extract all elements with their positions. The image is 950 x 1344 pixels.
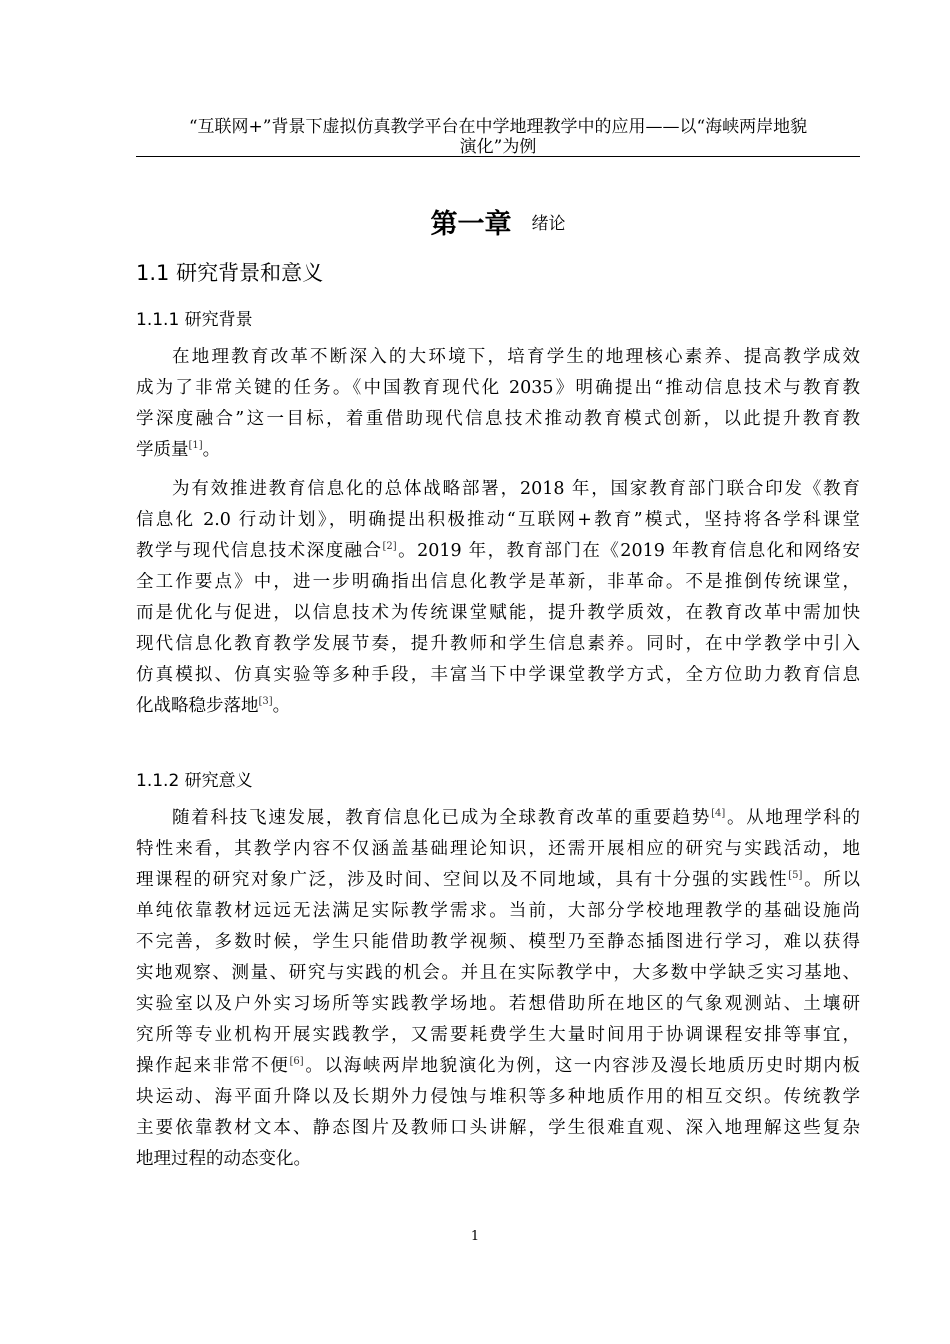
text-run: 。以海峡两岸地貌演化为例，这一内容涉及漫长地质历史时期内板 — [303, 1056, 861, 1076]
running-header-line-1: “互联网+”背景下虚拟仿真教学平台在中学地理教学中的应用——以“海峡两岸地貌 — [188, 117, 808, 137]
chapter-name: 绪论 — [531, 214, 566, 234]
chapter-heading — [136, 202, 860, 241]
text-line: 特性来看，其教学内容不仅涵盖基础理论知识，还需开展相应的研究与实践活动，地 — [136, 839, 860, 859]
citation-4: [4] — [711, 808, 726, 819]
text-line: 主要依靠教材文本、静态图片及教师口头讲解，学生很难直观、深入地理解这些复杂 — [136, 1118, 860, 1138]
citation-1: [1] — [188, 440, 203, 451]
subsection-heading-1-1-2: 1.1.2 研究意义 — [136, 771, 253, 791]
text-line: 实验室以及户外实习场所等实践教学场地。若想借助所在地区的气象观测站、土壤研 — [136, 994, 860, 1014]
text-run: 随着科技飞速发展，教育信息化已成为全球教育改革的重要趋势 — [172, 808, 712, 828]
text-line: 究所等专业机构开展实践教学，又需要耗费学生大量时间用于协调课程安排等事宜， — [136, 1025, 860, 1045]
text-run: 教学与现代信息技术深度融合 — [136, 541, 383, 561]
running-header-line-2: 演化”为例 — [459, 137, 537, 157]
text-line — [136, 865, 860, 896]
subsection-heading-1-1-1: 1.1.1 研究背景 — [136, 310, 253, 330]
citation-5: [5] — [788, 870, 803, 881]
text-line: 而是优化与促进，以信息技术为传统课堂赋能，提升教学质效，在教育改革中需加快 — [136, 603, 860, 623]
text-line: 为有效推进教育信息化的总体战略部署，2018 年，国家教育部门联合印发《教育 — [172, 479, 860, 499]
text-run: 。 — [202, 440, 221, 460]
text-run: 操作起来非常不便 — [136, 1056, 290, 1076]
text-line — [136, 435, 860, 466]
header-divider — [136, 156, 860, 157]
text-line: 单纯依靠教材远远无法满足实际教学需求。当前，大部分学校地理教学的基础设施尚 — [136, 901, 860, 921]
text-line: 学深度融合”这一目标，着重借助现代信息技术推动教育模式创新，以此提升教育教 — [136, 409, 860, 429]
text-line: 信息化 2.0 行动计划》，明确提出积极推动“互联网+教育”模式，坚持将各学科课堂 — [136, 510, 860, 530]
chapter-number: 第一章 — [430, 209, 512, 240]
text-line — [136, 536, 860, 567]
text-line: 仿真模拟、仿真实验等多种手段，丰富当下中学课堂教学方式，全方位助力教育信息 — [136, 665, 860, 685]
text-line: 地理过程的动态变化。 — [136, 1149, 311, 1169]
text-line: 不完善，多数时候，学生只能借助教学视频、模型乃至静态插图进行学习，难以获得 — [136, 932, 860, 952]
text-run: 理课程的研究对象广泛，涉及时间、空间以及不同地域，具有十分强的实践性 — [136, 870, 789, 890]
text-line — [136, 1051, 860, 1082]
text-run: 化战略稳步落地 — [136, 696, 259, 716]
text-line — [136, 803, 860, 834]
text-line: 在地理教育改革不断深入的大环境下，培育学生的地理核心素养、提高教学成效 — [172, 347, 860, 367]
text-run: 。 — [272, 696, 291, 716]
text-run: 。从地理学科的 — [725, 808, 860, 828]
text-line: 成为了非常关键的任务。《中国教育现代化 2035》明确提出“推动信息技术与教育教 — [136, 378, 860, 398]
text-run: 。2019 年，教育部门在《2019 年教育信息化和网络安 — [396, 541, 861, 561]
text-line — [136, 691, 860, 722]
text-line: 块运动、海平面升降以及长期外力侵蚀与堆积等多种地质作用的相互交织。传统教学 — [136, 1087, 860, 1107]
paragraph-research-significance — [136, 803, 860, 1175]
text-run: 学质量 — [136, 440, 189, 460]
citation-3: [3] — [258, 696, 273, 707]
text-line: 全工作要点》中，进一步明确指出信息化教学是革新，非革命。不是推倒传统课堂， — [136, 572, 860, 592]
section-heading-1-1: 1.1 研究背景和意义 — [136, 261, 324, 285]
paragraph-research-background-1 — [136, 342, 860, 466]
citation-2: [2] — [382, 541, 397, 552]
running-header — [136, 117, 860, 157]
text-line: 实地观察、测量、研究与实践的机会。并且在实际教学中，大多数中学缺乏实习基地、 — [136, 963, 860, 983]
text-run: 。所以 — [802, 870, 861, 890]
citation-6: [6] — [289, 1056, 304, 1067]
paragraph-research-background-2 — [136, 474, 860, 722]
text-line: 现代信息化教育教学发展节奏，提升教师和学生信息素养。同时，在中学教学中引入 — [136, 634, 860, 654]
page-number: 1 — [470, 1229, 480, 1244]
